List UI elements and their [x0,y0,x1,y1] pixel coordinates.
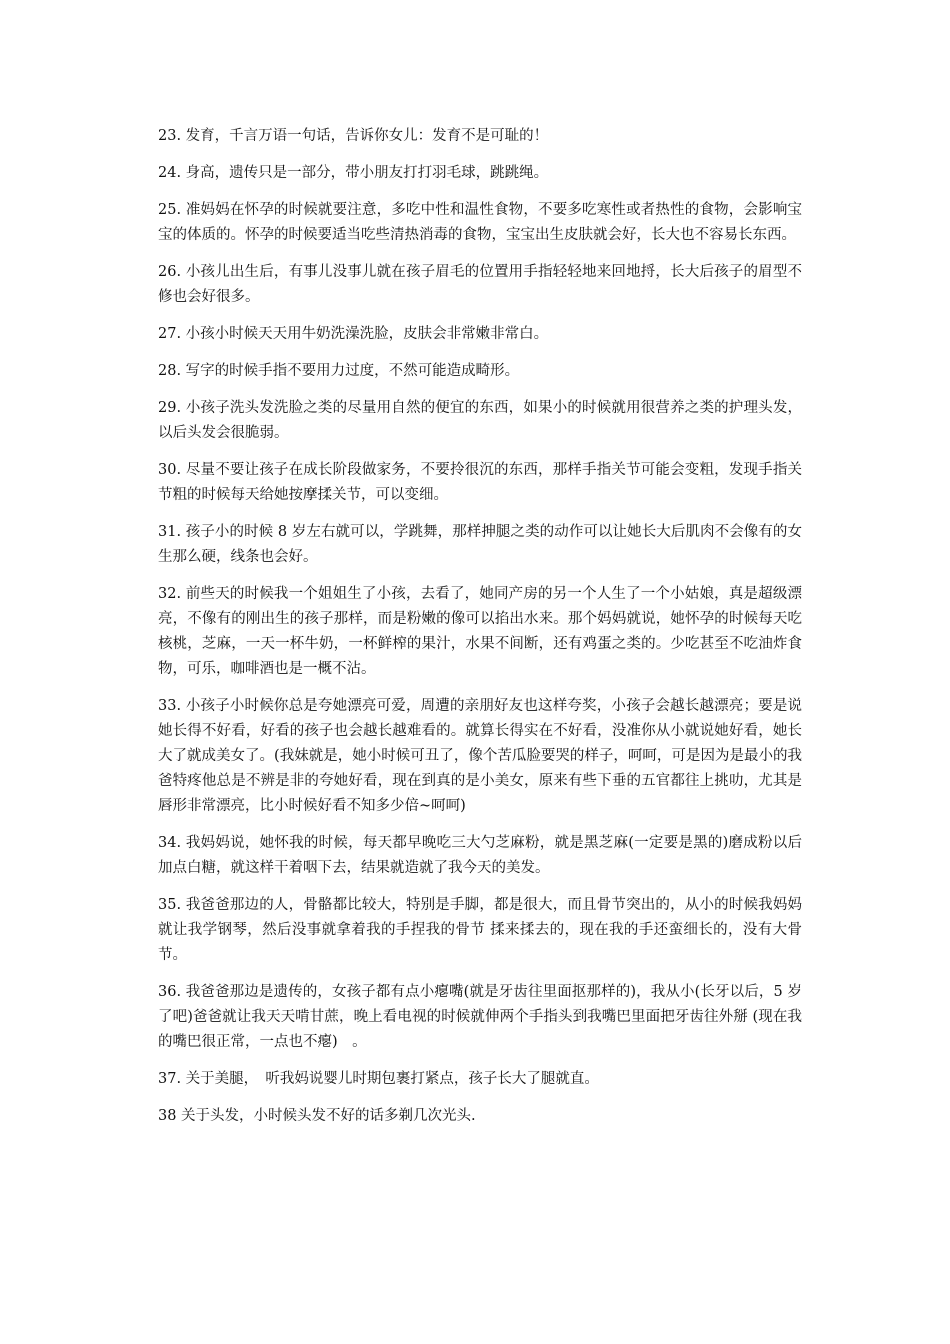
paragraph-35: 35. 我爸爸那边的人，骨骼都比较大，特别是手脚，都是很大，而且骨节突出的，从小的时候我妈妈就让我学钢琴，然后没事就拿着我的手捏我的骨节 揉来揉去的，现在我的手还蛮细长的，没有大骨节。 [158,897,802,963]
paragraph-30: 30. 尽量不要让孩子在成长阶段做家务，不要拎很沉的东西，那样手指关节可能会变粗，发现手指关节粗的时候每天给她按摩揉关节，可以变细。 [158,462,802,503]
document-body [158,124,802,1141]
paragraph-25: 25. 准妈妈在怀孕的时候就要注意，多吃中性和温性食物，不要多吃寒性或者热性的食物，会影响宝宝的体质的。怀孕的时候要适当吃些清热消毒的食物，宝宝出生皮肤就会好，长大也不容易长东西。 [158,202,802,243]
paragraph-38: 38 关于头发，小时候头发不好的话多剃几次光头. [158,1108,476,1124]
paragraph-37: 37. 关于美腿， 听我妈说婴儿时期包裹打紧点，孩子长大了腿就直。 [158,1071,599,1087]
paragraph-36: 36. 我爸爸那边是遗传的，女孩子都有点小瘪嘴(就是牙齿往里面抠那样的)，我从小(长牙以后，5 岁了吧)爸爸就让我天天啃甘蔗，晚上看电视的时候就伸两个手指头到我嘴巴里面把牙齿往外掰 (现在我的嘴巴很正常，一点也不瘪) 。 [158,984,802,1050]
paragraph-29: 29. 小孩子洗头发洗脸之类的尽量用自然的便宜的东西，如果小的时候就用很营养之类的护理头发，以后头发会很脆弱。 [158,400,802,441]
paragraph-34: 34. 我妈妈说，她怀我的时候，每天都早晚吃三大勺芝麻粉，就是黑芝麻(一定要是黑的)磨成粉以后加点白糖，就这样干着咽下去，结果就造就了我今天的美发。 [158,835,802,876]
paragraph-32: 32. 前些天的时候我一个姐姐生了小孩，去看了，她同产房的另一个人生了一个小姑娘，真是超级漂亮，不像有的刚出生的孩子那样，而是粉嫩的像可以掐出水来。那个妈妈就说，她怀孕的时候每天吃核桃，芝麻，一天一杯牛奶，一杯鲜榨的果汁，水果不间断，还有鸡蛋之类的。少吃甚至不吃油炸食物，可乐，咖啡酒也是一概不沾。 [158,586,802,677]
paragraph-24: 24. 身高，遗传只是一部分，带小朋友打打羽毛球，跳跳绳。 [158,165,549,181]
paragraph-28: 28. 写字的时候手指不要用力过度，不然可能造成畸形。 [158,363,520,379]
paragraph-31: 31. 孩子小的时候 8 岁左右就可以，学跳舞，那样抻腿之类的动作可以让她长大后肌肉不会像有的女生那么硬，线条也会好。 [158,524,802,565]
paragraph-26: 26. 小孩儿出生后，有事儿没事儿就在孩子眉毛的位置用手指轻轻地来回地捋，长大后孩子的眉型不修也会好很多。 [158,264,802,305]
paragraph-33: 33. 小孩子小时候你总是夸她漂亮可爱，周遭的亲朋好友也这样夸奖，小孩子会越长越漂亮；要是说她长得不好看，好看的孩子也会越长越难看的。就算长得实在不好看，没准你从小就说她好看，她长大了就成美女了。(我妹就是，她小时候可丑了，像个苦瓜脸要哭的样子，呵呵，可是因为是最小的我爸特疼他总是不辨是非的夸她好看，现在到真的是小美女，原来有些下垂的五官都往上挑叻，尤其是唇形非常漂亮，比小时候好看不知多少倍~呵呵) [158,698,802,814]
paragraph-27: 27. 小孩小时候天天用牛奶洗澡洗脸，皮肤会非常嫩非常白。 [158,326,549,342]
paragraph-23: 23. 发育，千言万语一句话，告诉你女儿：发育不是可耻的！ [158,128,549,144]
